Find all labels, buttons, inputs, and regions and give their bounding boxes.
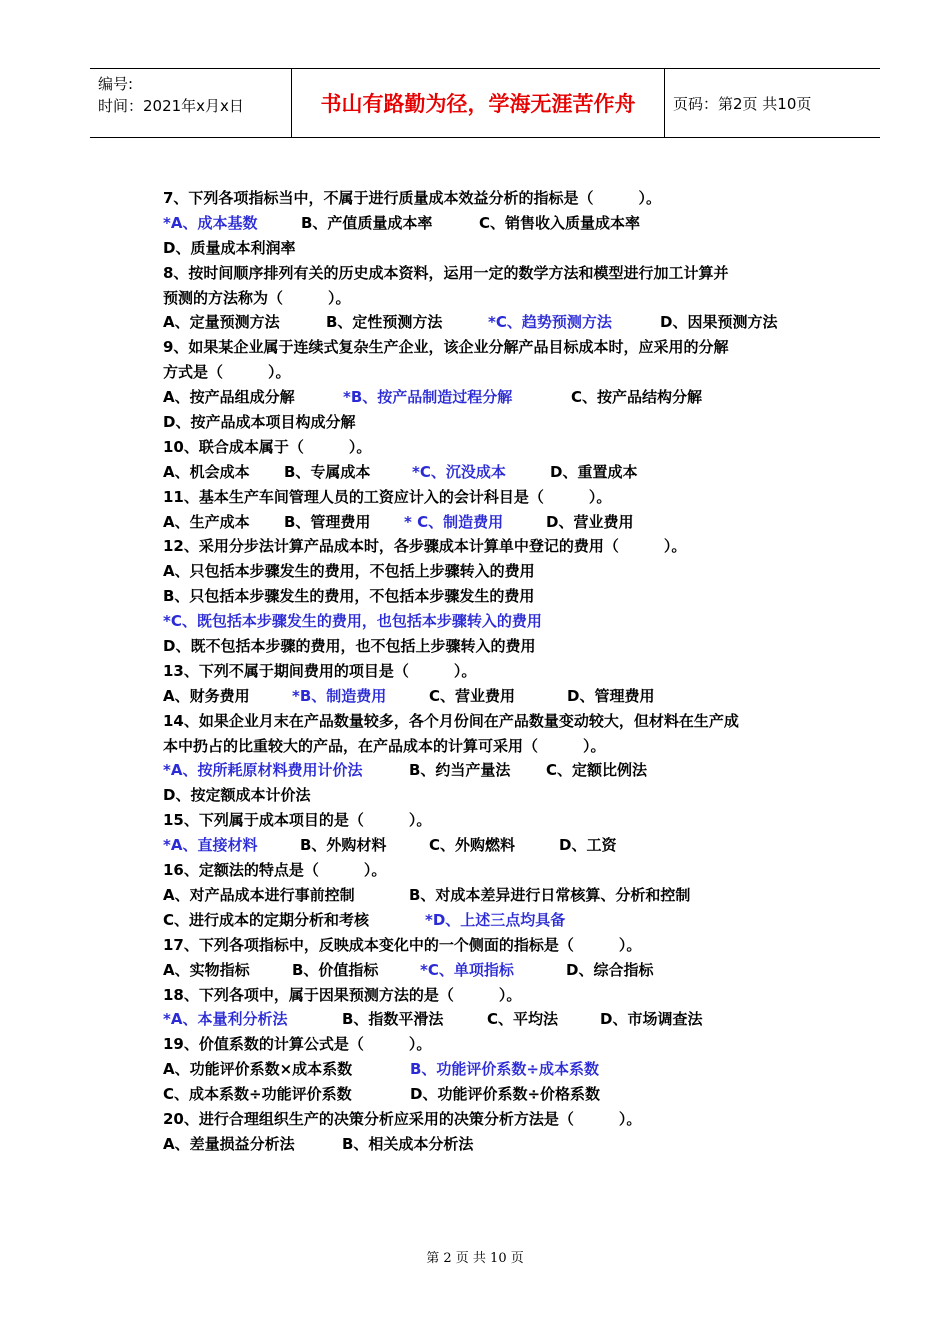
option: A、定量预测方法 xyxy=(163,313,280,332)
option-row xyxy=(163,634,823,659)
option: A、只包括本步骤发生的费用，不包括上步骤转入的费用 xyxy=(163,562,535,581)
option: D、重置成本 xyxy=(550,462,638,481)
option-row xyxy=(163,883,823,908)
option-row xyxy=(163,783,823,808)
option-row xyxy=(163,1057,823,1082)
question-text: 7、下列各项指标当中，不属于进行质量成本效益分析的指标是（ ）。 xyxy=(163,189,661,207)
option: B、外购材料 xyxy=(300,836,387,855)
option: A、对产品成本进行事前控制 xyxy=(163,885,355,904)
option: C、销售收入质量成本率 xyxy=(479,213,641,232)
option: B、专属成本 xyxy=(284,462,371,481)
option-row xyxy=(163,310,823,335)
page-footer: 第 2 页 共 10 页 xyxy=(426,1251,524,1266)
option: B、对成本差异进行日常核算、分析和控制 xyxy=(409,885,691,904)
option-row xyxy=(163,236,823,261)
question-text: 17、下列各项指标中，反映成本变化中的一个侧面的指标是（ ）。 xyxy=(163,935,642,954)
option: C、营业费用 xyxy=(429,686,516,705)
option: D、营业费用 xyxy=(546,512,634,531)
option-row xyxy=(163,833,823,858)
question-list xyxy=(163,186,823,1157)
answer-option: *D、上述三点均具备 xyxy=(425,910,566,929)
option: B、产值质量成本率 xyxy=(301,213,433,232)
answer-option: * C、制造费用 xyxy=(404,512,504,531)
option-row xyxy=(163,1007,823,1032)
answer-option: B、功能评价系数÷成本系数 xyxy=(410,1060,600,1079)
option: B、相关成本分析法 xyxy=(342,1134,474,1153)
option: A、按产品组成分解 xyxy=(163,388,295,407)
question-text: 13、下列不属于期间费用的项目是（ ）。 xyxy=(163,661,477,680)
answer-option: *C、既包括本步骤发生的费用，也包括本步骤转入的费用 xyxy=(163,612,542,631)
option: A、功能评价系数×成本系数 xyxy=(163,1060,353,1079)
option-row xyxy=(163,460,823,485)
header-page-info: 页码：第2页 共10页 xyxy=(673,94,812,113)
option-row xyxy=(163,211,823,236)
question-text: 预测的方法称为（ ）。 xyxy=(163,288,351,307)
header-info xyxy=(90,69,291,137)
option: C、进行成本的定期分析和考核 xyxy=(163,910,370,929)
option: D、市场调查法 xyxy=(600,1010,703,1029)
option: D、按定额成本计价法 xyxy=(163,786,311,805)
option: A、差量损益分析法 xyxy=(163,1134,295,1153)
doc-number-label: 编号: xyxy=(98,75,134,93)
option: B、指数平滑法 xyxy=(342,1010,444,1029)
option: D、按产品成本项目构成分解 xyxy=(163,413,356,432)
option: A、实物指标 xyxy=(163,960,250,979)
answer-option: *C、趋势预测方法 xyxy=(488,313,612,332)
question-text: 12、采用分步法计算产品成本时，各步骤成本计算单中登记的费用（ ）。 xyxy=(163,537,687,556)
option-row xyxy=(163,410,823,435)
header-motto: 书山有路勤为径，学海无涯苦作舟 xyxy=(291,69,665,137)
option-row xyxy=(163,510,823,535)
option-row xyxy=(163,385,823,410)
option: D、因果预测方法 xyxy=(660,313,778,332)
question-text: 19、价值系数的计算公式是（ ）。 xyxy=(163,1035,432,1054)
option-row xyxy=(163,1132,823,1157)
question-text: 11、基本生产车间管理人员的工资应计入的会计科目是（ ）。 xyxy=(163,487,612,506)
option-row xyxy=(163,584,823,609)
question-text: 方式是（ ）。 xyxy=(163,363,291,382)
option: C、外购燃料 xyxy=(429,836,516,855)
option-row xyxy=(163,908,823,933)
answer-option: *B、制造费用 xyxy=(292,686,387,705)
option: A、财务费用 xyxy=(163,686,250,705)
page-header xyxy=(90,68,880,138)
option: D、质量成本利润率 xyxy=(163,238,296,257)
option: B、只包括本步骤发生的费用，不包括本步骤发生的费用 xyxy=(163,587,535,606)
question-text: 10、联合成本属于（ ）。 xyxy=(163,437,372,456)
question-text: 15、下列属于成本项目的是（ ）。 xyxy=(163,811,432,830)
option: B、定性预测方法 xyxy=(326,313,443,332)
option: D、综合指标 xyxy=(566,960,654,979)
answer-option: *B、按产品制造过程分解 xyxy=(343,388,513,407)
answer-option: *A、按所耗原材料费用计价法 xyxy=(163,761,363,780)
question-text: 8、按时间顺序排列有关的历史成本资料，运用一定的数学方法和模型进行加工计算并 xyxy=(163,263,729,282)
answer-option: *A、直接材料 xyxy=(163,836,258,855)
option: C、平均法 xyxy=(487,1010,559,1029)
doc-time-label: 时间：2021年x月x日 xyxy=(98,97,244,115)
option: B、管理费用 xyxy=(284,512,371,531)
option: C、成本系数÷功能评价系数 xyxy=(163,1085,352,1104)
option: D、功能评价系数÷价格系数 xyxy=(410,1085,601,1104)
answer-option: *A、成本基数 xyxy=(163,213,258,232)
option: A、生产成本 xyxy=(163,512,250,531)
option-row xyxy=(163,1082,823,1107)
answer-option: *A、本量利分析法 xyxy=(163,1010,288,1029)
option: C、定额比例法 xyxy=(546,761,648,780)
answer-option: *C、单项指标 xyxy=(420,960,514,979)
option: C、按产品结构分解 xyxy=(571,388,703,407)
option: D、管理费用 xyxy=(567,686,655,705)
option-row xyxy=(163,684,823,709)
option-row xyxy=(163,758,823,783)
question-text: 18、下列各项中，属于因果预测方法的是（ ）。 xyxy=(163,985,522,1004)
option: D、既不包括本步骤的费用，也不包括上步骤转入的费用 xyxy=(163,637,536,656)
option-row xyxy=(163,609,823,634)
question-text: 16、定额法的特点是（ ）。 xyxy=(163,861,387,880)
question-text: 9、如果某企业属于连续式复杂生产企业，该企业分解产品目标成本时，应采用的分解 xyxy=(163,338,729,357)
question-text: 20、进行合理组织生产的决策分析应采用的决策分析方法是（ ）。 xyxy=(163,1109,642,1128)
option: B、约当产量法 xyxy=(409,761,511,780)
question-text: 14、如果企业月末在产品数量较多，各个月份间在产品数量变动较大，但材料在生产成 xyxy=(163,711,739,730)
option: D、工资 xyxy=(559,836,617,855)
option: B、价值指标 xyxy=(292,960,379,979)
option-row xyxy=(163,559,823,584)
option: A、机会成本 xyxy=(163,462,250,481)
option-row xyxy=(163,958,823,983)
question-text: 本中扔占的比重较大的产品，在产品成本的计算可采用（ ）。 xyxy=(163,736,606,755)
answer-option: *C、沉没成本 xyxy=(412,462,506,481)
